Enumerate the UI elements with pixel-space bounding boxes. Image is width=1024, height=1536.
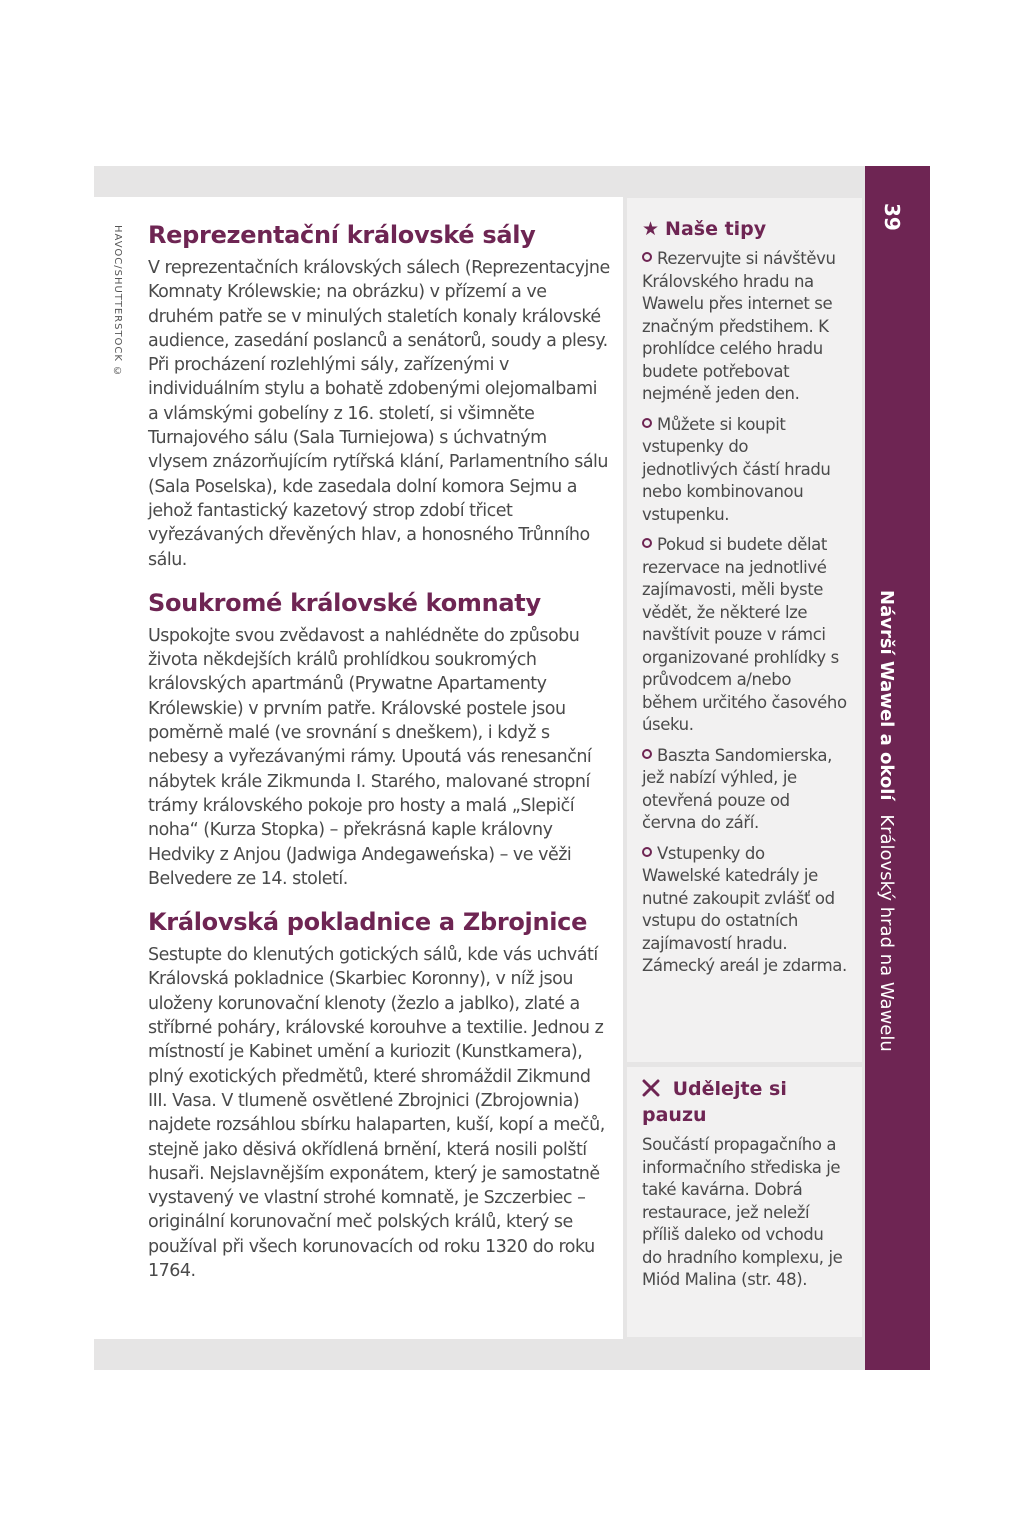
tip-text: Vstupenky do Wawelské katedrály je nutné zakoupit zvlášť od vstupu do ostatních zajímavostí hradu. Zámecký areál je zdarma. xyxy=(642,843,847,975)
fork-knife-icon xyxy=(642,1078,667,1100)
bullet-icon xyxy=(642,749,652,759)
section-text-soukrome: Uspokojte svou zvědavost a nahlédněte do způsobu života někdejších králů prohlídkou soukromých královských apartmánů (Prywatne Apartamenty Królewskie) v prvním patře. Královské postele jsou poměrně malé (ve srovnání s dneškem), i když s nebesy a vyřezávanými rámy. Upoutá vás renesanční nábytek krále Zikmunda I. Starého, malované stropní trámy královského pokoje pro hosty a malá „Slepičí noha“ (Kurza Stopka) – překrásná kaple královny Hedviky z Anjou (Jadwiga Andegaweńska) – ve věži Belvedere ze 14. století. xyxy=(148,625,592,889)
main-column xyxy=(148,218,610,1297)
running-head xyxy=(876,590,897,1052)
photo-credit: HAVOC/SHUTTERSTOCK © xyxy=(112,225,123,379)
section-title-pokladnice: Královská pokladnice a Zbrojnice xyxy=(148,908,588,937)
section-title-soukrome: Soukromé královské komnaty xyxy=(148,588,541,617)
section-title-reprezentacni: Reprezentační královské sály xyxy=(148,221,536,249)
bullet-icon xyxy=(642,847,652,857)
running-head-section: Královský hrad na Wawelu xyxy=(876,814,897,1052)
bullet-icon xyxy=(642,538,652,548)
tip-text: Můžete si koupit vstupenky do jednotlivých částí hradu nebo kombinovanou vstupenku. xyxy=(642,414,831,524)
break-heading xyxy=(642,1076,847,1128)
chapter-tab xyxy=(865,166,930,1370)
tip-item xyxy=(642,414,847,527)
tip-item xyxy=(642,745,847,835)
star-icon: ★ xyxy=(642,218,660,240)
tips-box xyxy=(642,216,847,986)
tips-heading xyxy=(642,216,847,242)
tip-item xyxy=(642,534,847,737)
tip-text: Rezervujte si návštěvu Královského hradu na Wawelu přes internet se značným předstihem. K prohlídce celého hradu budete potřebovat nejméně jeden den. xyxy=(642,249,836,403)
tips-title: Naše tipy xyxy=(665,218,767,240)
section-text-reprezentacni: V reprezentačních královských sálech (Reprezentacyjne Komnaty Królewskie; na obrázku) v přízemí a ve druhém patře se v minulých staletích konaly královské audience, zasedání poslanců a senátorů, soudy a plesy. Při procházení rozlehlými sály, zařízenými v individuálním stylu a bohatě zdobenými olejomalbami a vlámskými gobelíny z 16. století, si všimněte Turnajového sálu (Sala Turniejowa) s úchvatným vlysem znázorňujícím rytířská klání, Parlamentního sálu (Sala Poselska), kde zasedala dolní komora Sejmu a jehož fantastický kazetový strop zdobí třicet vyřezávaných dřevěných hlav, a honosného Trůnního sálu. xyxy=(148,258,610,570)
top-band xyxy=(94,166,865,197)
tip-item xyxy=(642,248,847,406)
break-text: Součástí propagačního a informačního střediska je také kavárna. Dobrá restaurace, jež neleží příliš daleko od vchodu do hradního komplexu, je Miód Malina (str. 48). xyxy=(642,1135,843,1289)
tip-item xyxy=(642,843,847,978)
running-head-chapter: Návrší Wawel a okolí xyxy=(876,590,897,801)
bottom-band xyxy=(94,1339,865,1370)
tip-text: Pokud si budete dělat rezervace na jednotlivé zajímavosti, měli byste vědět, že některé lze navštívit pouze v rámci organizované prohlídky s průvodcem a/nebo během určitého časového úseku. xyxy=(642,535,847,734)
bullet-icon xyxy=(642,252,652,262)
bullet-icon xyxy=(642,418,652,428)
break-title: Udělejte si pauzu xyxy=(642,1078,787,1126)
tip-text: Baszta Sandomierska, jež nabízí výhled, je otevřená pouze od června do září. xyxy=(642,745,832,832)
break-box xyxy=(642,1076,847,1292)
section-text-pokladnice: Sestupte do klenutých gotických sálů, kde vás uchvátí Královská pokladnice (Skarbiec Koronny), v níž jsou uloženy korunovační klenoty (žezlo a jablko), zlaté a stříbrné poháry, královské korouhve a textilie. Jednou z místností je Kabinet umění a kuriozit (Kunstkamera), plný exotických předmětů, které shromáždil Zikmund III. Vasa. V tlumeně osvětlené Zbrojnici (Zbrojownia) najdete rozsáhlou sbírku halaparten, kuší, kopí a mečů, stejně jako děsivá okřídlená brnění, která nosili polští husaři. Nejslavnějším exponátem, který je samostatně vystavený ve vlastní strohé komnatě, je Szczerbiec – originální korunovační meč polských králů, který se používal při všech korunovacích od roku 1320 do roku 1764. xyxy=(148,945,605,1281)
page-number: 39 xyxy=(880,203,904,231)
